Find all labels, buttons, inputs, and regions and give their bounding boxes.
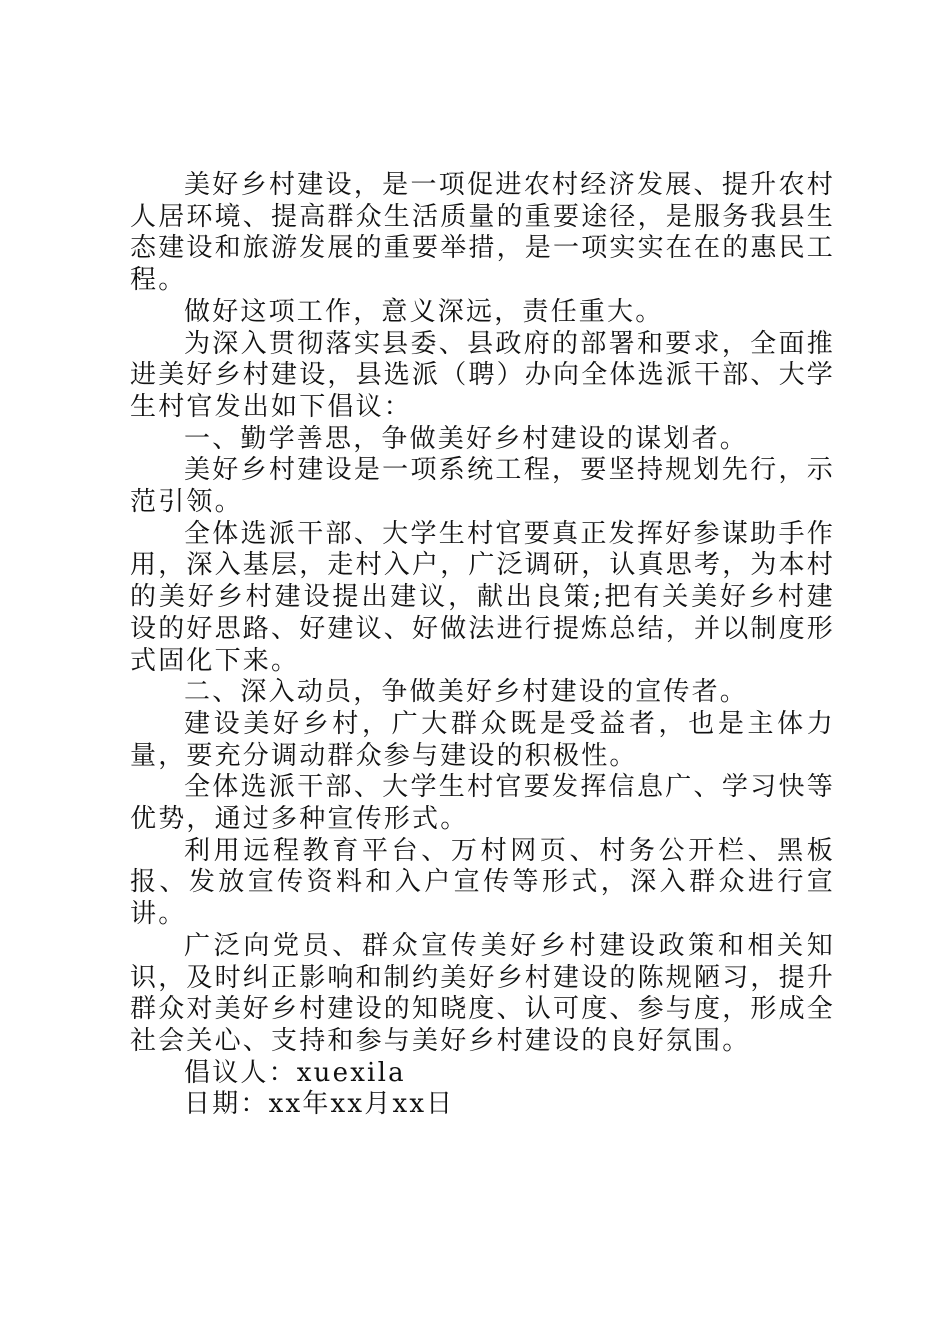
paragraph-intro: 美好乡村建设，是一项促进农村经济发展、提升农村人居环境、提高群众生活质量的重要途径，是服务我县生态建设和旅游发展的重要举措，是一项实实在在的惠民工程。 bbox=[130, 170, 836, 296]
paragraph-advisor-role: 全体选派干部、大学生村官要真正发挥好参谋助手作用，深入基层，走村入户，广泛调研，认真思考，为本村的美好乡村建设提出建议，献出良策;把有关美好乡村建设的好思路、好建议、好做法进行提炼总结，并以制度形式固化下来。 bbox=[130, 518, 836, 676]
paragraph-publicity: 广泛向党员、群众宣传美好乡村建设政策和相关知识，及时纠正影响和制约美好乡村建设的陈规陋习，提升群众对美好乡村建设的知晓度、认可度、参与度，形成全社会关心、支持和参与美好乡村建设的良好氛围。 bbox=[130, 930, 836, 1056]
proposer-line: 倡议人：xuexila bbox=[184, 1057, 406, 1088]
paragraph-planning: 美好乡村建设是一项系统工程，要坚持规划先行，示范引领。 bbox=[130, 455, 835, 518]
paragraph-proposal-intro: 为深入贯彻落实县委、县政府的部署和要求，全面推进美好乡村建设，县选派（聘）办向全体选派干部、大学生村官发出如下倡议： bbox=[130, 328, 836, 422]
section-heading-1: 一、勤学善思，争做美好乡村建设的谋划者。 bbox=[184, 423, 749, 454]
document-body bbox=[130, 170, 835, 1121]
paragraph-significance: 做好这项工作，意义深远，责任重大。 bbox=[184, 296, 664, 327]
paragraph-channels: 利用远程教育平台、万村网页、村务公开栏、黑板报、发放宣传资料和入户宣传等形式，深入群众进行宣讲。 bbox=[130, 835, 835, 930]
section-heading-2: 二、深入动员，争做美好乡村建设的宣传者。 bbox=[184, 677, 749, 708]
date-line: 日期：xx年xx月xx日 bbox=[184, 1089, 455, 1120]
paragraph-mobilize: 建设美好乡村，广大群众既是受益者，也是主体力量，要充分调动群众参与建设的积极性。 bbox=[130, 708, 835, 771]
paragraph-advantages: 全体选派干部、大学生村官要发挥信息广、学习快等优势，通过多种宣传形式。 bbox=[130, 772, 835, 835]
